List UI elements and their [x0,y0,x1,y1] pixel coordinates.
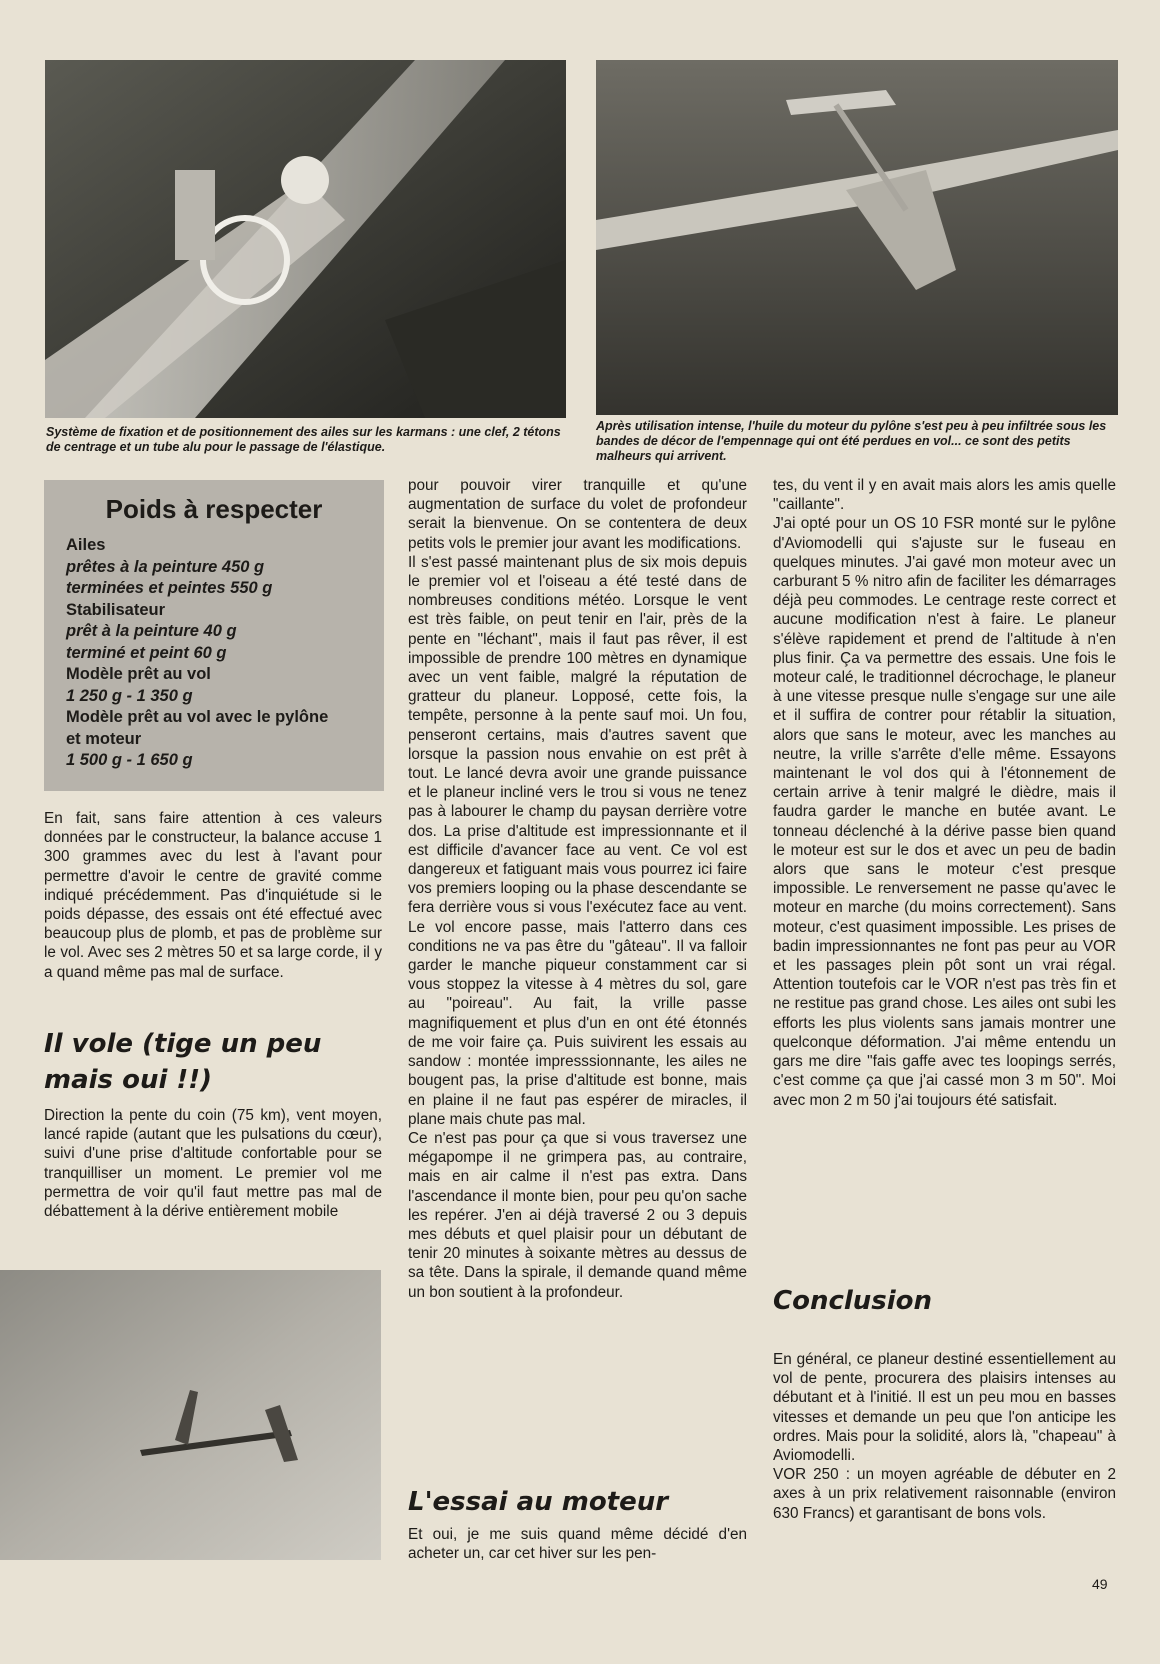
sidebar-rows [44,535,384,772]
column-1-lower [44,1106,382,1221]
section-heading-il-vole: Il vole (tige un peu mais oui !!) [44,1029,322,1095]
sidebar-row: 1 500 g - 1 650 g [66,751,193,769]
weights-sidebar [44,480,384,791]
sidebar-row: Modèle prêt au vol avec le pylône [66,708,329,726]
glider-on-grass-photo [596,60,1118,415]
sidebar-row: Stabilisateur [66,600,166,619]
col3-paragraph: tes, du vent il y en avait mais alors les amis quelle "caillante". [773,477,1116,514]
photo-caption-top-right: Après utilisation intense, l'huile du moteur du pylône s'est peu à peu infiltrée sous les bandes de décor de l'empennage qui ont été perdues en vol... ce sont des petits malheurs qui arrivent. [596,419,1107,463]
column-3 [773,476,1116,1110]
column-3-lower [773,1350,1116,1523]
sidebar-row: Ailes [66,536,106,554]
col2-paragraph: Ce n'est pas pour ça que si vous traversez une mégapompe il ne grimpera pas, au contraire, mais en air calme il n'est pas extra. Dans l'ascendance il monte bien, pour peu qu'on sache les repérer. J'en ai déjà traversé 2 ou 3 depuis mes débuts et quel plaisir pour un débutant de tenir 20 minutes à soixante mètres au dessus de sa tête. Dans la spirale, il demande quand même un bon soutient à la profondeur. [408,1129,747,1301]
section-heading-conclusion: Conclusion [773,1286,933,1316]
column-2 [408,476,747,1302]
glider-in-flight-photo [0,1270,381,1560]
col1-paragraph: En fait, sans faire attention à ces valeurs données par le constructeur, la balance accuse 1 300 grammes avec du lest à l'avant pour permettre d'avoir le centre de gravité comme indiqué précédemment. Pas d'inquiétude si le poids dépasse, des essais ont été effectué avec beaucoup plus de plomb, et pas de problème sur le vol. Avec ses 2 mètres 50 et sa large corde, il y a quand même pas mal de surface. [44,810,382,981]
sidebar-row: 1 250 g - 1 350 g [66,686,193,705]
wing-fixation-photo [45,60,566,418]
col1-paragraph: Direction la pente du coin (75 km), vent moyen, lancé rapide (autant que les pulsations du cœur), suivi d'une prise d'altitude confortable pour se tranquilliser un moment. Le premier vol me permettra de voir qu'il faut mettre pas mal de débattement à la dérive entièrement mobile [44,1107,382,1221]
sidebar-row: prêt à la peinture 40 g [66,622,237,640]
sidebar-row: terminées et peintes 550 g [66,579,273,597]
col2-paragraph: Il s'est passé maintenant plus de six mois depuis le premier vol et l'oiseau a été testé dans de nombreuses conditions météo. Lorsque le vent est très faible, on peut tenir en l'air, près de la pente en "léchant", mais il faut pas rêver, il est impossible de prendre 100 mètres en dynamique avec un vent faible, malgré la réputation de gratteur du planeur. Lopposé, cette fois, la tempête, personne à la pente sauf moi. Un fou, penseront certains, mais d'autres savent que lorsque la passion nous envahie on est prêt à tout. Le lancé devra avoir une grande puissance et le planeur incliné vers le trou si vous ne tenez pas à labourer le champ du paysan derrière votre dos. La prise d'altitude est impressionnante et il est difficile d'avancer face au vent. Ce vol est dangereux et fatiguant mais vous pourrez ici faire vos premiers looping ou la phase descendante se fera derrière vous si vous l'exécutez face au vent. Le vol encore passe, mais l'atterro dans ces conditions ne va pas être du "gâteau". Il va falloir garder le manche piqueur constamment car si vous stoppez la vitesse à 4 mètres du sol, gare au "poireau". Au fait, la vrille passe magnifiquement et plus d'un en ont été étonnés de me voir faire ça. Puis suivirent les essais au sandow : montée impresssionnante, les ailes ne bougent pas, la prise d'altitude est bonne, mais en plaine il ne faut pas espérer de miracles, il plane mais chute pas mal. [408,553,747,1128]
sidebar-row: prêtes à la peinture 450 g [66,557,265,576]
sidebar-row: et moteur [66,729,142,748]
sidebar-row: terminé et peint 60 g [66,643,227,662]
column-2-lower [408,1525,747,1563]
col3-paragraph: En général, ce planeur destiné essentiellement au vol de pente, procurera des plaisirs intenses au débutant et à l'initié. Il est un peu mou en basses vitesses et demande un peu que l'on anticipe les ordres. Mais pour la solidité, alors là, "chapeau" à Aviomodelli. [773,1351,1116,1465]
column-1 [44,809,382,982]
col3-paragraph: VOR 250 : un moyen agréable de débuter en 2 axes à un prix relativement raisonnable (environ 630 Francs) et garantisant de bons vols. [773,1466,1116,1522]
sidebar-title: Poids à respecter [105,494,323,524]
col3-paragraph: J'ai opté pour un OS 10 FSR monté sur le pylône d'Aviomodelli qui s'ajuste sur le fuseau en quelques minutes. J'ai gavé mon moteur avec un carburant 5 % nitro afin de faciliter les démarrages déjà peu commodes. Le centrage reste correct et aucune modification n'est à faire. Le planeur s'élève rapidement et prend de l'altitude à n'en plus finir. Ça va permettre des essais. Une fois le moteur calé, le traditionnel décrochage, le planeur à une vitesse presque nulle s'engage sur une aile et il suffira de contrer pour rétablir la situation, alors que sans le moteur, avec les manches au neutre, la vrille s'arrête d'elle même. Essayons maintenant le vol dos qui à l'étonnement de certain arrive à tenir malgré le dièdre, mais il faudra garder le manche en butée avant. Le tonneau déclenché à la dérive passe bien quand le moteur est sur le dos et avec un peu de badin alors que sans le moteur c'est presque impossible. Le renversement ne passe qu'avec le moteur en marche (du moins correctement). Sans moteur, c'est quasiment impossible. Les prises de badin impressionnantes ne font pas peur au VOR et les passages plein pôt sont un vrai régal. Attention toutefois car le VOR n'est pas très fin et ne restitue pas grand chose. Les ailes ont subi les efforts les plus violents sans jamais montrer une quelconque déformation. J'ai même entendu un gars me dire "fais gaffe avec tes loopings serrés, c'est comme ça que j'ai cassé mon 3 m 50". Moi avec mon 2 m 50 j'ai toujours été satisfait. [773,515,1116,1109]
sidebar-row: Modèle prêt au vol [66,665,211,683]
photo-caption-top-left: Système de fixation et de positionnement des ailes sur les karmans : une clef, 2 tétons de centrage et un tube alu pour le passage de l'élastique. [46,425,561,454]
section-heading-essai-moteur: L'essai au moteur [408,1487,669,1517]
col2-paragraph: Et oui, je me suis quand même décidé d'en acheter un, car cet hiver sur les pen- [408,1526,747,1563]
col2-paragraph: pour pouvoir virer tranquille et qu'une augmentation de surface du volet de profondeur serait la bienvenue. On se contentera de deux petits vols le premier jour avant les modifications. [408,477,747,552]
page-number: 49 [1092,1576,1108,1592]
